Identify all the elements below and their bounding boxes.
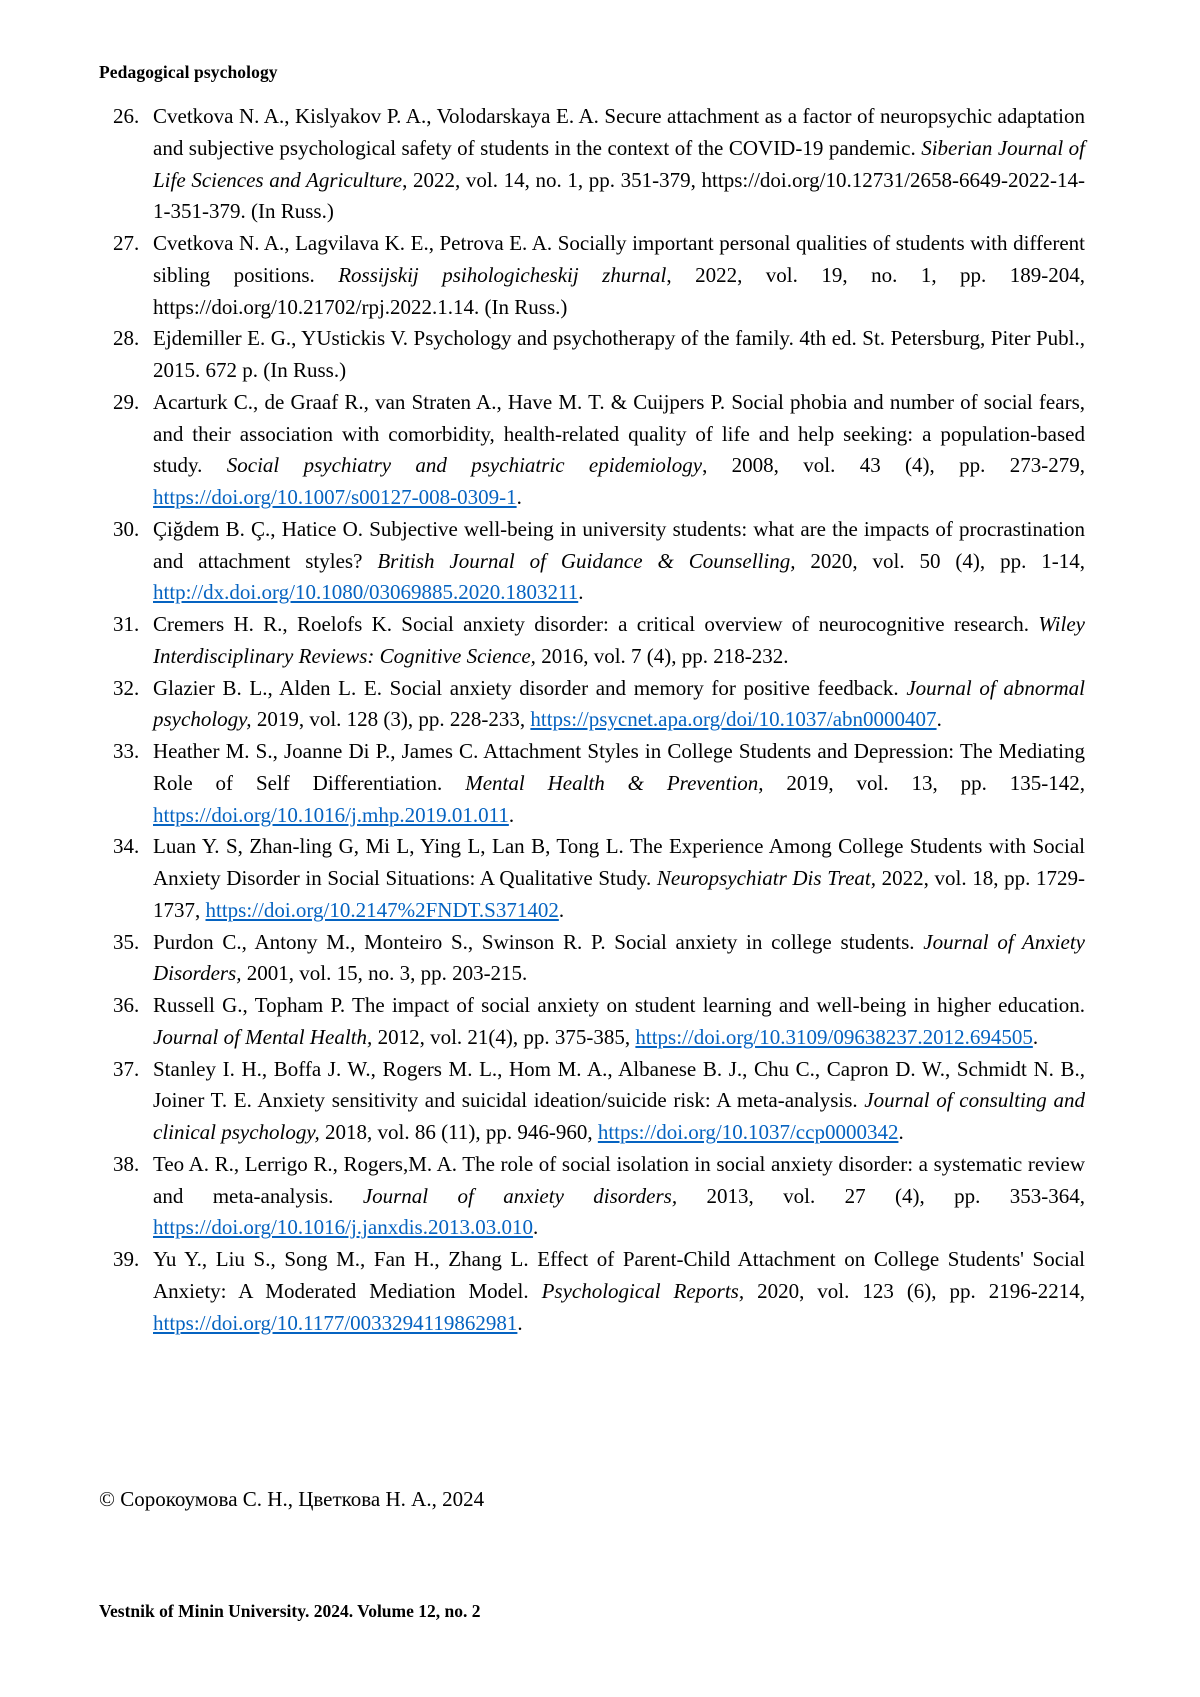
reference-text: , 2022, vol. 19, no. 1, pp. 189-204, https://doi.org/10.21702/rpj.2022.1.14. (In Russ.) [153, 262, 1086, 319]
reference-number: 27. [113, 231, 140, 255]
reference-text: Teo A. R., Lerrigo R., Rogers,M. A. The role of social isolation in social anxiety disorder: a systematic review and meta-analysis. [153, 1151, 1085, 1208]
reference-text: Çiğdem B. Ç., Hatice O. Subjective well-being in university students: what are the impacts of procrastination and attachment styles? [153, 516, 1085, 573]
journal-title-text: Siberian Journal of Life Sciences and Agriculture [153, 135, 1085, 192]
reference-item [113, 831, 1085, 926]
journal-title-text: British Journal of Guidance & Counselling, [377, 548, 796, 573]
reference-text: . [1032, 1024, 1039, 1049]
reference-text: , 2022, vol. 14, no. 1, pp. 351-379, https://doi.org/10.12731/2658-6649-2022-14-1-351-379. (In Russ.) [153, 167, 1085, 224]
reference-number: 34. [113, 834, 140, 859]
reference-text: 2020, vol. 50 (4), pp. 1-14, [795, 548, 1085, 573]
reference-text: . [516, 485, 522, 509]
doi-link[interactable]: https://doi.org/10.3109/09638237.2012.694505 [635, 1024, 1033, 1049]
doi-link[interactable]: https://doi.org/10.1037/ccp0000342 [597, 1120, 899, 1144]
journal-title-text: Journal of anxiety disorders, [362, 1183, 678, 1208]
reference-number: 36. [113, 993, 140, 1017]
reference-item [113, 927, 1085, 991]
reference-item [113, 387, 1085, 514]
journal-title-text: Wiley Interdisciplinary Reviews: Cognitive Science, [153, 612, 1085, 668]
journal-title-text: Journal of Anxiety Disorders, [153, 929, 1085, 986]
reference-text: 2022, vol. 18, pp. 1729-1737, [153, 866, 1086, 922]
reference-text: . [898, 1120, 904, 1144]
reference-text: Ejdemiller E. G., YUstickis V. Psychology and psychotherapy of the family. 4th ed. St. Petersburg, Piter Publ., 2015. 672 p. (In Russ.) [153, 326, 1085, 382]
reference-number: 33. [113, 739, 140, 763]
reference-text: Yu Y., Liu S., Song M., Fan H., Zhang L. Effect of Parent-Child Attachment on College Students' Social Anxiety: A Moderated Mediation Model. [153, 1247, 1085, 1303]
reference-text: . [532, 1215, 539, 1240]
reference-number: 30. [113, 516, 140, 541]
reference-number: 31. [113, 612, 140, 636]
reference-text: 2019, vol. 13, pp. 135-142, [763, 770, 1086, 795]
reference-item [113, 228, 1085, 323]
reference-item [113, 736, 1085, 831]
doi-link[interactable]: http://dx.doi.org/10.1080/03069885.2020.1803211 [153, 580, 579, 605]
reference-text: 2018, vol. 86 (11), pp. 946-960, [319, 1120, 598, 1144]
reference-text: Cremers H. R., Roelofs K. Social anxiety disorder: a critical overview of neurocognitive research. [153, 612, 1039, 636]
journal-title-text: Journal of consulting and clinical psychology, [153, 1088, 1085, 1144]
reference-text: Stanley I. H., Boffa J. W., Rogers M. L., Hom M. A., Albanese B. J., Chu C., Capron D. W., Schmidt N. B., Joiner T. E. Anxiety sensitivity and suicidal ideation/suicide risk: A meta-analysis. [153, 1056, 1085, 1113]
reference-item [113, 990, 1085, 1054]
running-head: Pedagogical psychology [99, 62, 278, 82]
reference-number: 26. [113, 104, 140, 128]
copyright-line: © Сорокоумова С. Н., Цветкова Н. А., 2024 [99, 1487, 485, 1511]
journal-title-text: Journal of abnormal psychology, [153, 675, 1085, 732]
reference-text: Glazier B. L., Alden L. E. Social anxiety disorder and memory for positive feedback. [153, 675, 907, 700]
reference-text: 2019, vol. 128 (3), pp. 228-233, [251, 707, 531, 732]
reference-number: 39. [113, 1247, 140, 1271]
reference-text: . [936, 707, 942, 732]
reference-text: Luan Y. S, Zhan-ling G, Mi L, Ying L, Lan B, Tong L. The Experience Among College Students with Social Anxiety Disorder in Social Situations: A Qualitative Study. [153, 834, 1085, 890]
journal-title-text: Social psychiatry and psychiatric epidemiology [226, 453, 703, 478]
references-list [113, 101, 1085, 1339]
doi-link[interactable]: https://doi.org/10.1007/s00127-008-0309-1 [153, 485, 517, 509]
doi-link[interactable]: https://psycnet.apa.org/doi/10.1037/abn0000407 [530, 707, 937, 732]
doi-link[interactable]: https://doi.org/10.2147%2FNDT.S371402 [205, 897, 559, 922]
reference-text: Heather M. S., Joanne Di P., James C. Attachment Styles in College Students and Depression: The Mediating Role of Self Differentiation. [153, 739, 1085, 795]
reference-number: 29. [113, 389, 140, 414]
journal-title-text: Psychological Reports, [541, 1278, 745, 1303]
journal-title-text: Rossijskij psihologicheskij zhurnal [338, 262, 667, 287]
reference-text: 2016, vol. 7 (4), pp. 218-232. [535, 643, 789, 668]
doi-link[interactable]: https://doi.org/10.1177/0033294119862981 [153, 1310, 518, 1335]
journal-title-text: Mental Health & Prevention, [465, 770, 764, 795]
reference-text: Russell G., Topham P. The impact of social anxiety on student learning and well-being in higher education. [153, 993, 1085, 1017]
reference-item [113, 1054, 1085, 1149]
reference-text: Purdon C., Antony M., Monteiro S., Swinson R. P. Social anxiety in college students. [153, 929, 924, 954]
reference-text: 2012, vol. 21(4), pp. 375-385, [372, 1024, 636, 1049]
reference-text: Cvetkova N. A., Kislyakov P. A., Volodarskaya E. A. Secure attachment as a factor of neuropsychic adaptation and subjective psychological safety of students in the context of the COVID-19 pandemic. [153, 104, 1085, 160]
reference-text: Acarturk C., de Graaf R., van Straten A., Have M. T. & Cuijpers P. Social phobia and number of social fears, and their association with comorbidity, health-related quality of life and help seeking: a population-based study. [153, 389, 1085, 478]
reference-text: Cvetkova N. A., Lagvilava K. E., Petrova E. A. Socially important personal qualities of students with different sibling positions. [153, 231, 1085, 287]
reference-text: 2020, vol. 123 (6), pp. 2196-2214, [744, 1278, 1085, 1303]
reference-text: 2013, vol. 27 (4), pp. 353-364, [677, 1183, 1085, 1208]
journal-title-text: Neuropsychiatr Dis Treat, [656, 866, 877, 890]
reference-text: . [508, 802, 515, 827]
reference-item [113, 609, 1085, 673]
reference-item [113, 101, 1085, 228]
journal-title-text: Journal of Mental Health, [153, 1024, 373, 1049]
reference-item [113, 514, 1085, 609]
reference-number: 32. [113, 675, 140, 700]
journal-footer: Vestnik of Minin University. 2024. Volume 12, no. 2 [99, 1601, 481, 1621]
doi-link[interactable]: https://doi.org/10.1016/j.janxdis.2013.03.010 [153, 1215, 533, 1240]
reference-item [113, 673, 1085, 737]
reference-number: 28. [113, 326, 140, 351]
reference-number: 37. [113, 1056, 140, 1081]
reference-text: . [517, 1310, 523, 1335]
reference-text: . [558, 897, 565, 922]
reference-item [113, 1244, 1085, 1339]
doi-link[interactable]: https://doi.org/10.1016/j.mhp.2019.01.011 [153, 802, 509, 827]
reference-text: 2001, vol. 15, no. 3, pp. 203-215. [241, 961, 528, 986]
reference-item [113, 323, 1085, 387]
reference-number: 35. [113, 929, 140, 954]
reference-item [113, 1149, 1085, 1244]
reference-number: 38. [113, 1151, 140, 1176]
reference-text: . [578, 580, 584, 605]
reference-text: , 2008, vol. 43 (4), pp. 273-279, [702, 453, 1085, 478]
